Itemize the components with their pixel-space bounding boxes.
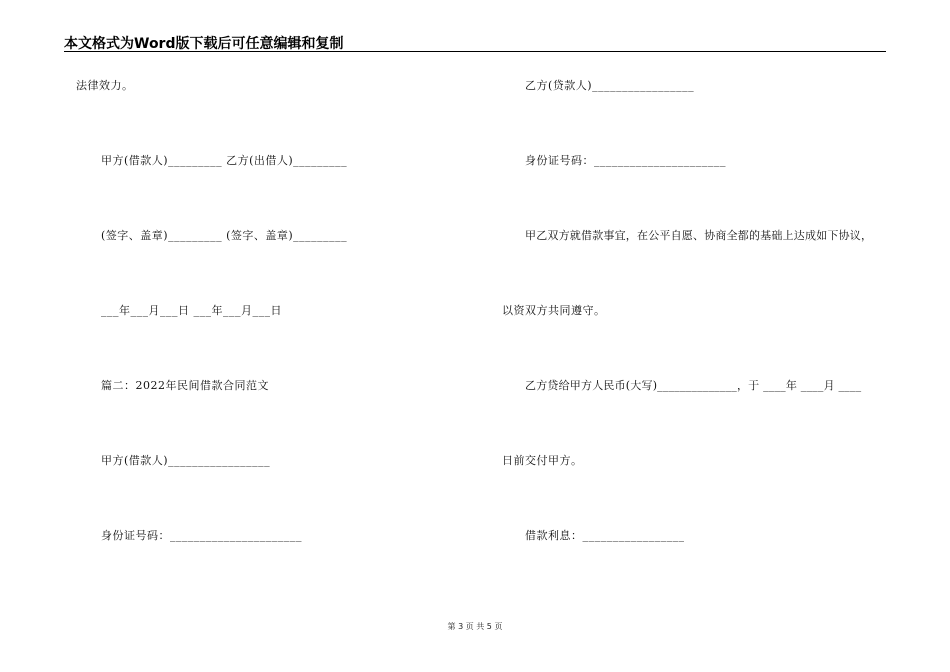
text-line: 法律效力。	[76, 79, 134, 92]
text-line: 甲乙双方就借款事宜，在公平自愿、协商全都的基础上达成如下协议，	[525, 229, 873, 242]
text-line: 借款利息：_________________	[525, 529, 685, 542]
text-line: 甲方(借款人)_________ 乙方(出借人)_________	[101, 154, 348, 167]
text-line: 乙方(贷款人)_________________	[525, 79, 695, 92]
document-header-title: 本文格式为Word版下载后可任意编辑和复制	[64, 36, 344, 52]
page-indicator: 第 3 页 共 5 页	[447, 622, 503, 631]
text-line: (签字、盖章)_________ (签字、盖章)_________	[101, 229, 348, 242]
text-line: 乙方贷给甲方人民币(大写)______________，于 ____年 ____月 ____	[525, 379, 862, 392]
section-heading: 篇二：2022年民间借款合同范文	[101, 379, 269, 392]
text-line: 身份证号码：______________________	[101, 529, 302, 542]
text-line: 身份证号码：______________________	[525, 154, 726, 167]
text-line: ___年___月___日 ___年___月___日	[101, 304, 282, 317]
text-line: 以资双方共同遵守。	[502, 304, 606, 317]
text-line: 日前交付甲方。	[502, 454, 583, 467]
header-rule	[64, 51, 886, 52]
text-line: 甲方(借款人)_________________	[101, 454, 271, 467]
